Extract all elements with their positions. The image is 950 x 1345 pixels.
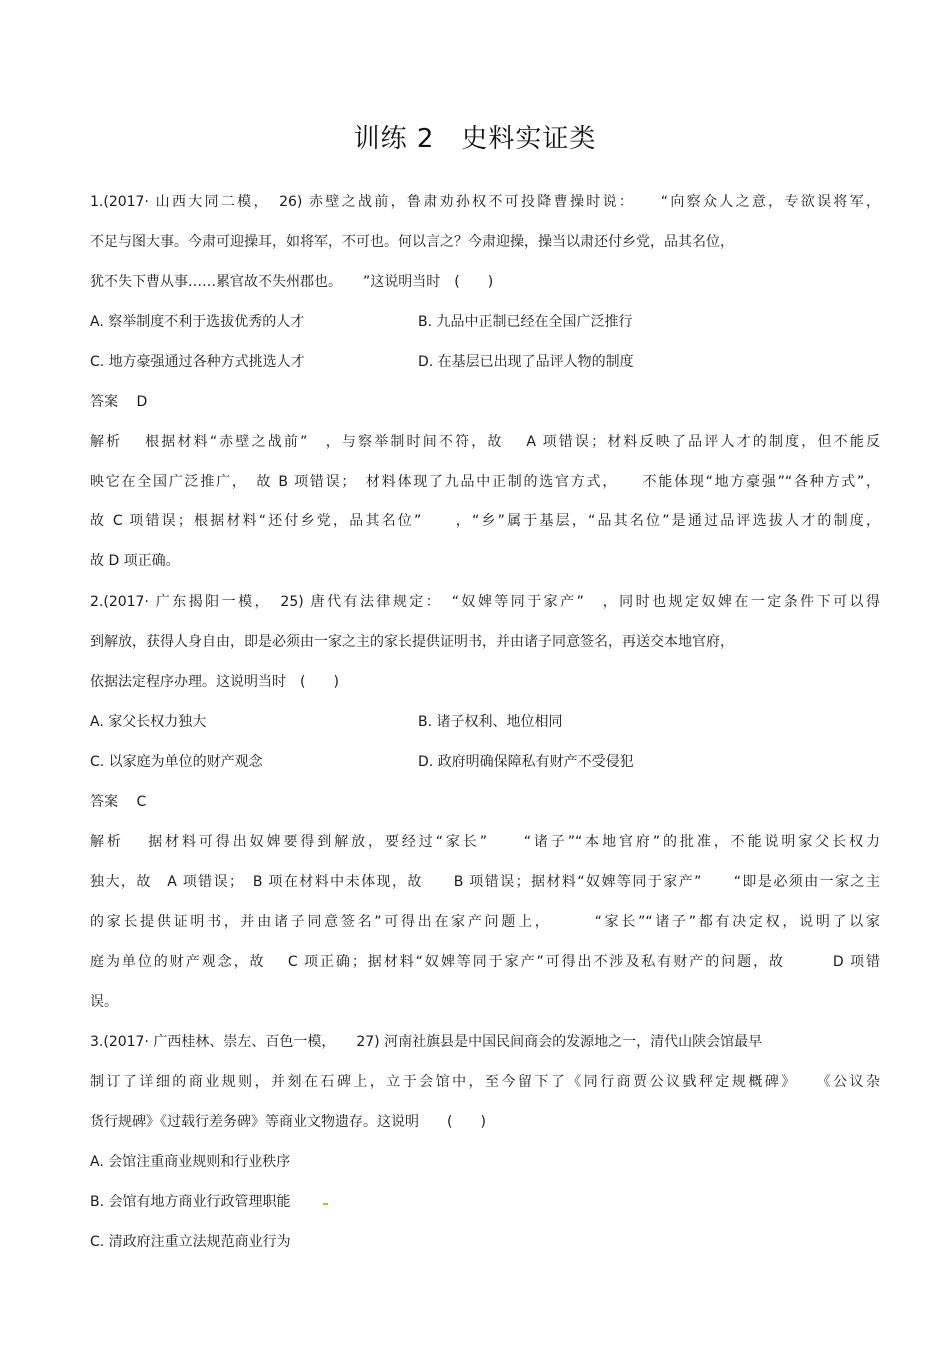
question-3-option-c: C. 清政府注重立法规范商业行为 — [90, 1234, 291, 1250]
question-1-stem-line-3: 犹不失下曹从事……累官故不失州郡也。 ”这说明当时 ( ) — [90, 274, 494, 290]
question-1-option-a: A. 察举制度不利于选拔优秀的人才 — [90, 314, 305, 330]
question-1-answer: 答案 D — [90, 394, 148, 410]
question-2-option-a: A. 家父长权力独大 — [90, 714, 207, 730]
question-3-option-b: B. 会馆有地方商业行政管理职能 — [90, 1194, 291, 1210]
question-2-option-c: C. 以家庭为单位的财产观念 — [90, 754, 263, 770]
question-3-stem-line-2: 制订了详细的商业规则，并刻在石碑上，立于会馆中，至今留下了《同行商贾公议戥秤定规概碑》 《公议杂 — [90, 1074, 880, 1090]
question-2-stem-line-2: 到解放，获得人身自由，即是必须由一家之主的家长提供证明书，并由诸子同意签名，再送交本地官府， — [90, 634, 734, 650]
question-2-stem-line-1: 2.(2017· 广东揭阳一模， 25) 唐代有法律规定： “奴婢等同于家产” ，同时也规定奴婢在一定条件下可以得 — [90, 594, 880, 610]
question-3-stem-line-3: 货行规碑》《过载行差务碑》等商业文物遗存。这说明 ( ) — [90, 1114, 486, 1130]
question-1-analysis-line-1: 解析 根据材料“赤壁之战前” ，与察举制时间不符，故 A 项错误；材料反映了品评人才的制度，但不能反 — [90, 434, 880, 450]
question-1-analysis-line-4: 故 D 项正确。 — [90, 553, 180, 569]
question-2-analysis-line-5: 误。 — [90, 994, 118, 1010]
question-2-stem-line-3: 依据法定程序办理。这说明当时 ( ) — [90, 674, 339, 690]
question-1-option-b: B. 九品中正制已经在全国广泛推行 — [418, 314, 633, 330]
page-title: 训练 2 史料实证类 — [353, 124, 597, 154]
question-2-analysis-line-1: 解析 据材料可得出奴婢要得到解放，要经过“家长” “诸子”“本地官府”的批准，不能说明家父长权力 — [90, 834, 880, 850]
question-3-option-a: A. 会馆注重商业规则和行业秩序 — [90, 1154, 291, 1170]
question-1-option-d: D. 在基层已出现了品评人物的制度 — [418, 354, 634, 370]
question-2-analysis-line-4: 庭为单位的财产观念，故 C 项正确；据材料“奴婢等同于家产”可得出不涉及私有财产的问题，故 D 项错 — [90, 954, 880, 970]
question-2-option-b: B. 诸子权利、地位相同 — [418, 714, 563, 730]
question-2-analysis-line-2: 独大，故 A 项错误； B 项在材料中未体现，故 B 项错误；据材料“奴婢等同于家产” “即是必须由一家之主 — [90, 874, 880, 890]
question-1-stem-line-1: 1.(2017· 山西大同二模， 26) 赤壁之战前，鲁肃劝孙权不可投降曹操时说： “向察众人之意，专欲误将军， — [90, 194, 880, 210]
question-2-option-d: D. 政府明确保障私有财产不受侵犯 — [418, 754, 634, 770]
highlight-mark — [323, 1203, 328, 1205]
question-3-stem-line-1: 3.(2017· 广西桂林、崇左、百色一模， 27) 河南社旗县是中国民间商会的发源地之一，清代山陕会馆最早 — [90, 1034, 763, 1050]
question-1-stem-line-2: 不足与图大事。今肃可迎操耳，如将军，不可也。何以言之？今肃迎操，操当以肃还付乡党，品其名位， — [90, 234, 734, 250]
question-2-analysis-line-3: 的家长提供证明书，并由诸子同意签名”可得出在家产问题上， “家长”“诸子”都有决定权，说明了以家 — [90, 914, 880, 930]
question-2-answer: 答案 C — [90, 794, 147, 810]
question-1-option-c: C. 地方豪强通过各种方式挑选人才 — [90, 354, 305, 370]
question-1-analysis-line-3: 故 C 项错误；根据材料“还付乡党，品其名位” ，“乡”属于基层，“品其名位”是通过品评选拔人才的制度， — [90, 513, 880, 529]
question-1-analysis-line-2: 映它在全国广泛推广， 故 B 项错误； 材料体现了九品中正制的选官方式， 不能体现“地方豪强”“各种方式”， — [90, 474, 880, 490]
